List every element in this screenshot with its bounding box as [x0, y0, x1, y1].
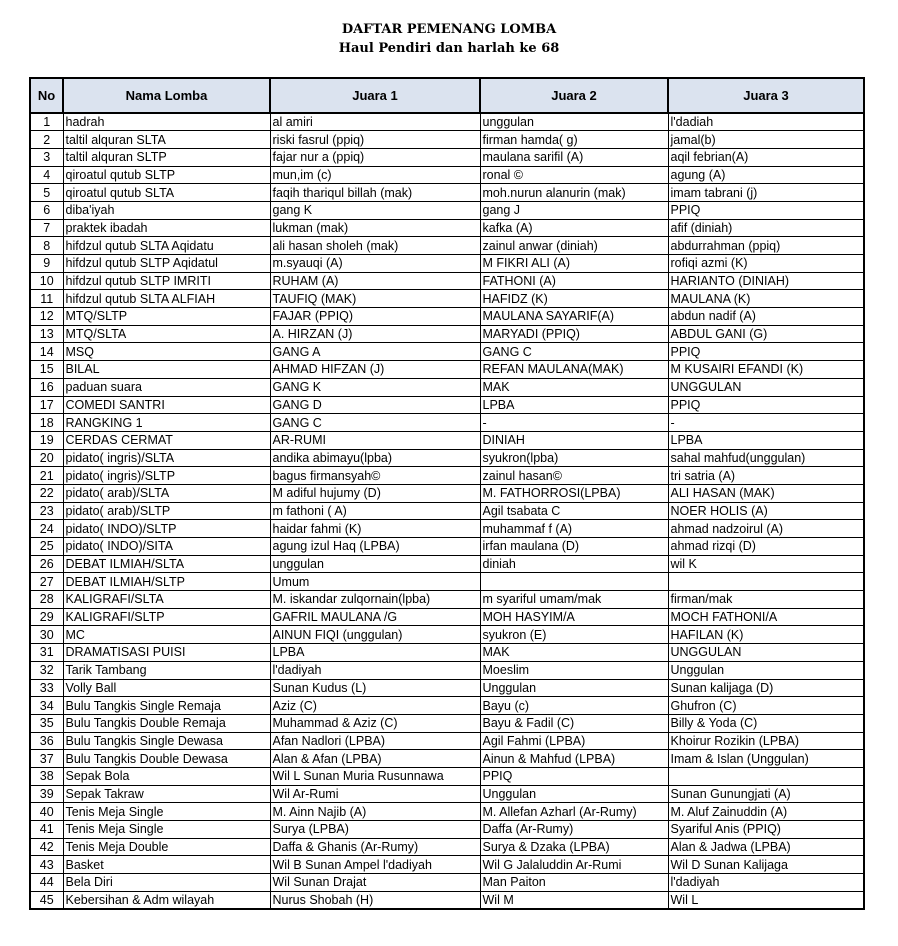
cell-nama-lomba: Bulu Tangkis Single Dewasa	[63, 732, 270, 750]
cell-juara-2: syukron (E)	[480, 626, 668, 644]
cell-juara-2: unggulan	[480, 113, 668, 131]
cell-juara-3: Imam & Islan (Unggulan)	[668, 750, 864, 768]
cell-nama-lomba: Sepak Takraw	[63, 785, 270, 803]
cell-no: 36	[30, 732, 63, 750]
cell-juara-1: Daffa & Ghanis (Ar-Rumy)	[270, 838, 480, 856]
cell-juara-3: Sunan kalijaga (D)	[668, 679, 864, 697]
cell-no: 13	[30, 325, 63, 343]
table-row	[30, 502, 864, 520]
cell-nama-lomba: hifdzul qutub SLTP IMRITI	[63, 272, 270, 290]
cell-juara-3	[668, 573, 864, 591]
cell-juara-1: GANG K	[270, 378, 480, 396]
cell-juara-3: MAULANA (K)	[668, 290, 864, 308]
cell-juara-2: irfan maulana (D)	[480, 538, 668, 556]
cell-no: 40	[30, 803, 63, 821]
cell-juara-2: Bayu & Fadil (C)	[480, 714, 668, 732]
cell-nama-lomba: Volly Ball	[63, 679, 270, 697]
cell-juara-1: A. HIRZAN (J)	[270, 325, 480, 343]
cell-juara-3: Sunan Gunungjati (A)	[668, 785, 864, 803]
table-row	[30, 732, 864, 750]
table-row	[30, 396, 864, 414]
cell-juara-1: GANG C	[270, 414, 480, 432]
cell-juara-3: UNGGULAN	[668, 644, 864, 662]
table-row	[30, 538, 864, 556]
cell-juara-2: MAK	[480, 644, 668, 662]
table-row	[30, 591, 864, 609]
cell-nama-lomba: Bulu Tangkis Double Dewasa	[63, 750, 270, 768]
cell-no: 45	[30, 891, 63, 909]
cell-no: 23	[30, 502, 63, 520]
cell-no: 14	[30, 343, 63, 361]
cell-juara-3: Wil D Sunan Kalijaga	[668, 856, 864, 874]
cell-juara-3	[668, 767, 864, 785]
cell-no: 8	[30, 237, 63, 255]
table-body	[30, 113, 864, 909]
table-row	[30, 378, 864, 396]
cell-nama-lomba: MTQ/SLTA	[63, 325, 270, 343]
cell-juara-1: TAUFIQ (MAK)	[270, 290, 480, 308]
cell-juara-3: abdurrahman (ppiq)	[668, 237, 864, 255]
table-row	[30, 874, 864, 892]
cell-nama-lomba: DRAMATISASI PUISI	[63, 644, 270, 662]
cell-juara-2: Wil G Jalaluddin Ar-Rumi	[480, 856, 668, 874]
cell-juara-2: Bayu (c)	[480, 697, 668, 715]
cell-no: 24	[30, 520, 63, 538]
cell-juara-2: MARYADI (PPIQ)	[480, 325, 668, 343]
cell-juara-1: m fathoni ( A)	[270, 502, 480, 520]
cell-juara-2: M. Allefan Azharl (Ar-Rumy)	[480, 803, 668, 821]
cell-no: 1	[30, 113, 63, 131]
header-no: No	[30, 78, 63, 113]
cell-juara-3: afif (diniah)	[668, 219, 864, 237]
cell-juara-1: riski fasrul (ppiq)	[270, 131, 480, 149]
cell-juara-1: FAJAR (PPIQ)	[270, 308, 480, 326]
cell-juara-2: PPIQ	[480, 767, 668, 785]
table-row	[30, 856, 864, 874]
cell-juara-2: REFAN MAULANA(MAK)	[480, 361, 668, 379]
table-row	[30, 308, 864, 326]
cell-juara-1: Umum	[270, 573, 480, 591]
cell-no: 35	[30, 714, 63, 732]
cell-no: 9	[30, 255, 63, 273]
table-row	[30, 803, 864, 821]
cell-nama-lomba: pidato( INDO)/SITA	[63, 538, 270, 556]
cell-no: 38	[30, 767, 63, 785]
cell-juara-3: imam tabrani (j)	[668, 184, 864, 202]
cell-juara-2: GANG C	[480, 343, 668, 361]
cell-no: 20	[30, 449, 63, 467]
cell-juara-3: Alan & Jadwa (LPBA)	[668, 838, 864, 856]
cell-juara-1: AR-RUMI	[270, 431, 480, 449]
cell-nama-lomba: Basket	[63, 856, 270, 874]
cell-juara-3: jamal(b)	[668, 131, 864, 149]
table-row	[30, 661, 864, 679]
cell-juara-1: m.syauqi (A)	[270, 255, 480, 273]
table-row	[30, 166, 864, 184]
table-row	[30, 148, 864, 166]
cell-juara-1: Aziz (C)	[270, 697, 480, 715]
cell-no: 28	[30, 591, 63, 609]
cell-juara-1: Surya (LPBA)	[270, 821, 480, 839]
cell-juara-1: Wil Ar-Rumi	[270, 785, 480, 803]
cell-juara-2: Unggulan	[480, 785, 668, 803]
cell-no: 7	[30, 219, 63, 237]
cell-no: 21	[30, 467, 63, 485]
cell-juara-1: al amiri	[270, 113, 480, 131]
cell-nama-lomba: Tenis Meja Single	[63, 821, 270, 839]
table-row	[30, 785, 864, 803]
cell-no: 11	[30, 290, 63, 308]
cell-juara-3: UNGGULAN	[668, 378, 864, 396]
table-row	[30, 131, 864, 149]
cell-juara-2: moh.nurun alanurin (mak)	[480, 184, 668, 202]
header-juara-2: Juara 2	[480, 78, 668, 113]
cell-juara-2: m syariful umam/mak	[480, 591, 668, 609]
cell-juara-1: unggulan	[270, 555, 480, 573]
cell-nama-lomba: CERDAS CERMAT	[63, 431, 270, 449]
cell-no: 39	[30, 785, 63, 803]
table-row	[30, 644, 864, 662]
cell-juara-2: MAK	[480, 378, 668, 396]
cell-juara-2: gang J	[480, 201, 668, 219]
cell-juara-3: ahmad nadzoirul (A)	[668, 520, 864, 538]
cell-no: 43	[30, 856, 63, 874]
table-row	[30, 449, 864, 467]
cell-juara-3: LPBA	[668, 431, 864, 449]
table-row	[30, 750, 864, 768]
cell-juara-3: l'dadiah	[668, 113, 864, 131]
cell-juara-1: faqih thariqul billah (mak)	[270, 184, 480, 202]
cell-no: 4	[30, 166, 63, 184]
table-row	[30, 573, 864, 591]
cell-nama-lomba: pidato( ingris)/SLTA	[63, 449, 270, 467]
cell-juara-1: Afan Nadlori (LPBA)	[270, 732, 480, 750]
cell-no: 27	[30, 573, 63, 591]
cell-no: 33	[30, 679, 63, 697]
cell-juara-2: Moeslim	[480, 661, 668, 679]
cell-nama-lomba: Bulu Tangkis Double Remaja	[63, 714, 270, 732]
cell-juara-3: wil K	[668, 555, 864, 573]
cell-nama-lomba: Tarik Tambang	[63, 661, 270, 679]
table-header-row	[30, 78, 864, 113]
cell-juara-1: l'dadiyah	[270, 661, 480, 679]
document-subtitle: Haul Pendiri dan harlah ke 68	[338, 41, 560, 56]
cell-juara-3: M. Aluf Zainuddin (A)	[668, 803, 864, 821]
cell-nama-lomba: Bulu Tangkis Single Remaja	[63, 697, 270, 715]
cell-juara-3: tri satria (A)	[668, 467, 864, 485]
cell-juara-1: Sunan Kudus (L)	[270, 679, 480, 697]
cell-juara-3: sahal mahfud(unggulan)	[668, 449, 864, 467]
table-row	[30, 184, 864, 202]
cell-juara-1: RUHAM (A)	[270, 272, 480, 290]
cell-juara-1: Nurus Shobah (H)	[270, 891, 480, 909]
cell-juara-2: maulana sarifil (A)	[480, 148, 668, 166]
cell-nama-lomba: RANGKING 1	[63, 414, 270, 432]
cell-juara-2: ronal ©	[480, 166, 668, 184]
cell-juara-3: ALI HASAN (MAK)	[668, 484, 864, 502]
cell-juara-1: AHMAD HIFZAN (J)	[270, 361, 480, 379]
cell-nama-lomba: Kebersihan & Adm wilayah	[63, 891, 270, 909]
table-row	[30, 431, 864, 449]
cell-nama-lomba: MC	[63, 626, 270, 644]
cell-juara-3: ahmad rizqi (D)	[668, 538, 864, 556]
table-row	[30, 272, 864, 290]
cell-juara-2: Agil Fahmi (LPBA)	[480, 732, 668, 750]
cell-nama-lomba: diba'iyah	[63, 201, 270, 219]
cell-nama-lomba: Sepak Bola	[63, 767, 270, 785]
cell-nama-lomba: KALIGRAFI/SLTA	[63, 591, 270, 609]
cell-juara-1: GAFRIL MAULANA /G	[270, 608, 480, 626]
cell-juara-2: Man Paiton	[480, 874, 668, 892]
cell-juara-3: Wil L	[668, 891, 864, 909]
cell-no: 37	[30, 750, 63, 768]
cell-juara-2: Agil tsabata C	[480, 502, 668, 520]
table-row	[30, 891, 864, 909]
cell-nama-lomba: KALIGRAFI/SLTP	[63, 608, 270, 626]
cell-juara-2: DINIAH	[480, 431, 668, 449]
cell-nama-lomba: qiroatul qutub SLTA	[63, 184, 270, 202]
cell-nama-lomba: Tenis Meja Single	[63, 803, 270, 821]
cell-juara-1: Muhammad & Aziz (C)	[270, 714, 480, 732]
cell-nama-lomba: pidato( arab)/SLTA	[63, 484, 270, 502]
cell-nama-lomba: qiroatul qutub SLTP	[63, 166, 270, 184]
cell-nama-lomba: DEBAT ILMIAH/SLTP	[63, 573, 270, 591]
cell-nama-lomba: hifdzul qutub SLTA Aqidatu	[63, 237, 270, 255]
cell-juara-2: zainul hasan©	[480, 467, 668, 485]
table-row	[30, 626, 864, 644]
cell-juara-2: LPBA	[480, 396, 668, 414]
cell-juara-2: syukron(lpba)	[480, 449, 668, 467]
cell-juara-1: fajar nur a (ppiq)	[270, 148, 480, 166]
cell-nama-lomba: paduan suara	[63, 378, 270, 396]
cell-nama-lomba: praktek ibadah	[63, 219, 270, 237]
cell-no: 34	[30, 697, 63, 715]
cell-nama-lomba: pidato( arab)/SLTP	[63, 502, 270, 520]
cell-juara-1: mun,im (c)	[270, 166, 480, 184]
table-row	[30, 608, 864, 626]
cell-no: 32	[30, 661, 63, 679]
cell-no: 26	[30, 555, 63, 573]
table-row	[30, 201, 864, 219]
cell-juara-3: firman/mak	[668, 591, 864, 609]
cell-juara-2	[480, 573, 668, 591]
table-row	[30, 520, 864, 538]
cell-juara-3: NOER HOLIS (A)	[668, 502, 864, 520]
cell-juara-1: Alan & Afan (LPBA)	[270, 750, 480, 768]
table-row	[30, 679, 864, 697]
cell-no: 6	[30, 201, 63, 219]
table-row	[30, 467, 864, 485]
cell-juara-1: lukman (mak)	[270, 219, 480, 237]
cell-juara-1: AINUN FIQI (unggulan)	[270, 626, 480, 644]
cell-no: 10	[30, 272, 63, 290]
table-row	[30, 697, 864, 715]
cell-juara-3: ABDUL GANI (G)	[668, 325, 864, 343]
cell-no: 22	[30, 484, 63, 502]
cell-juara-1: bagus firmansyah©	[270, 467, 480, 485]
cell-nama-lomba: hadrah	[63, 113, 270, 131]
cell-nama-lomba: Tenis Meja Double	[63, 838, 270, 856]
cell-juara-1: ali hasan sholeh (mak)	[270, 237, 480, 255]
cell-juara-2: Daffa (Ar-Rumy)	[480, 821, 668, 839]
cell-juara-1: GANG A	[270, 343, 480, 361]
cell-no: 30	[30, 626, 63, 644]
cell-juara-2: Surya & Dzaka (LPBA)	[480, 838, 668, 856]
cell-juara-3: rofiqi azmi (K)	[668, 255, 864, 273]
cell-juara-2: MAULANA SAYARIF(A)	[480, 308, 668, 326]
table-row	[30, 219, 864, 237]
cell-no: 29	[30, 608, 63, 626]
cell-no: 25	[30, 538, 63, 556]
cell-nama-lomba: MTQ/SLTP	[63, 308, 270, 326]
cell-no: 31	[30, 644, 63, 662]
cell-juara-3: M KUSAIRI EFANDI (K)	[668, 361, 864, 379]
cell-juara-2: Unggulan	[480, 679, 668, 697]
header-juara-3: Juara 3	[668, 78, 864, 113]
table-row	[30, 414, 864, 432]
cell-juara-3: HAFILAN (K)	[668, 626, 864, 644]
cell-juara-1: GANG D	[270, 396, 480, 414]
cell-no: 41	[30, 821, 63, 839]
cell-nama-lomba: pidato( ingris)/SLTP	[63, 467, 270, 485]
cell-juara-2: -	[480, 414, 668, 432]
cell-no: 44	[30, 874, 63, 892]
cell-nama-lomba: Bela Diri	[63, 874, 270, 892]
cell-nama-lomba: DEBAT ILMIAH/SLTA	[63, 555, 270, 573]
cell-juara-1: M adiful hujumy (D)	[270, 484, 480, 502]
cell-juara-2: MOH HASYIM/A	[480, 608, 668, 626]
cell-juara-1: Wil Sunan Drajat	[270, 874, 480, 892]
cell-juara-3: PPIQ	[668, 396, 864, 414]
cell-juara-1: M. Ainn Najib (A)	[270, 803, 480, 821]
cell-juara-1: Wil L Sunan Muria Rusunnawa	[270, 767, 480, 785]
cell-juara-3: MOCH FATHONI/A	[668, 608, 864, 626]
winners-table	[29, 77, 865, 910]
table-row	[30, 361, 864, 379]
cell-juara-3: Khoirur Rozikin (LPBA)	[668, 732, 864, 750]
cell-juara-2: M. FATHORROSI(LPBA)	[480, 484, 668, 502]
cell-no: 16	[30, 378, 63, 396]
table-row	[30, 714, 864, 732]
cell-no: 5	[30, 184, 63, 202]
cell-juara-3: Syariful Anis (PPIQ)	[668, 821, 864, 839]
document-title: DAFTAR PEMENANG LOMBA	[341, 22, 557, 37]
header-juara-1: Juara 1	[270, 78, 480, 113]
cell-nama-lomba: taltil alquran SLTP	[63, 148, 270, 166]
table-row	[30, 255, 864, 273]
cell-juara-2: Ainun & Mahfud (LPBA)	[480, 750, 668, 768]
cell-juara-1: gang K	[270, 201, 480, 219]
cell-no: 12	[30, 308, 63, 326]
cell-juara-3: l'dadiyah	[668, 874, 864, 892]
table-row	[30, 821, 864, 839]
cell-nama-lomba: taltil alquran SLTA	[63, 131, 270, 149]
cell-juara-2: muhammaf f (A)	[480, 520, 668, 538]
cell-juara-3: HARIANTO (DINIAH)	[668, 272, 864, 290]
table-row	[30, 237, 864, 255]
cell-juara-3: PPIQ	[668, 343, 864, 361]
cell-nama-lomba: BILAL	[63, 361, 270, 379]
cell-juara-2: zainul anwar (diniah)	[480, 237, 668, 255]
header-nama-lomba: Nama Lomba	[63, 78, 270, 113]
cell-no: 42	[30, 838, 63, 856]
table-row	[30, 325, 864, 343]
cell-no: 15	[30, 361, 63, 379]
cell-no: 2	[30, 131, 63, 149]
table-row	[30, 290, 864, 308]
cell-juara-1: agung izul Haq (LPBA)	[270, 538, 480, 556]
table-row	[30, 113, 864, 131]
cell-nama-lomba: MSQ	[63, 343, 270, 361]
cell-nama-lomba: hifdzul qutub SLTA ALFIAH	[63, 290, 270, 308]
table-row	[30, 767, 864, 785]
cell-no: 17	[30, 396, 63, 414]
table-row	[30, 343, 864, 361]
cell-juara-3: aqil febrian(A)	[668, 148, 864, 166]
cell-juara-2: HAFIDZ (K)	[480, 290, 668, 308]
cell-juara-2: diniah	[480, 555, 668, 573]
cell-juara-3: Billy & Yoda (C)	[668, 714, 864, 732]
cell-juara-1: andika abimayu(lpba)	[270, 449, 480, 467]
cell-nama-lomba: COMEDI SANTRI	[63, 396, 270, 414]
cell-no: 19	[30, 431, 63, 449]
cell-nama-lomba: hifdzul qutub SLTP Aqidatul	[63, 255, 270, 273]
table-row	[30, 838, 864, 856]
cell-juara-1: Wil B Sunan Ampel l'dadiyah	[270, 856, 480, 874]
cell-juara-1: M. iskandar zulqornain(lpba)	[270, 591, 480, 609]
cell-juara-3: agung (A)	[668, 166, 864, 184]
cell-juara-3: abdun nadif (A)	[668, 308, 864, 326]
cell-juara-3: -	[668, 414, 864, 432]
table-row	[30, 555, 864, 573]
cell-juara-1: haidar fahmi (K)	[270, 520, 480, 538]
cell-juara-2: FATHONI (A)	[480, 272, 668, 290]
cell-juara-2: firman hamda( g)	[480, 131, 668, 149]
cell-juara-3: PPIQ	[668, 201, 864, 219]
table-row	[30, 484, 864, 502]
cell-no: 18	[30, 414, 63, 432]
cell-juara-3: Ghufron (C)	[668, 697, 864, 715]
cell-nama-lomba: pidato( INDO)/SLTP	[63, 520, 270, 538]
cell-juara-3: Unggulan	[668, 661, 864, 679]
cell-juara-2: M FIKRI ALI (A)	[480, 255, 668, 273]
cell-juara-2: Wil M	[480, 891, 668, 909]
cell-juara-2: kafka (A)	[480, 219, 668, 237]
cell-juara-1: LPBA	[270, 644, 480, 662]
cell-no: 3	[30, 148, 63, 166]
